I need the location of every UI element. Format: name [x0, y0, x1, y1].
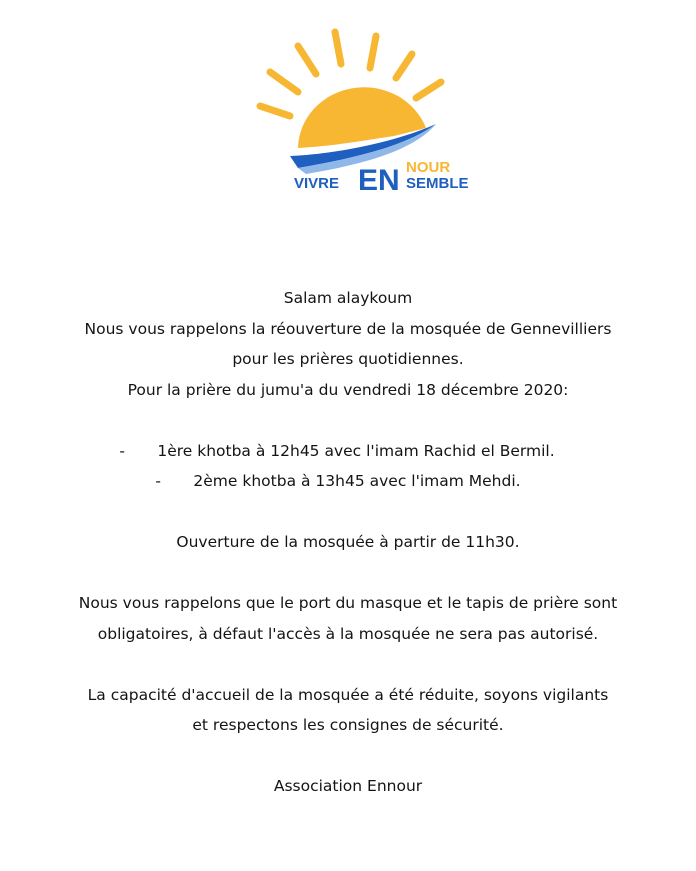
logo-word-en: EN — [358, 164, 400, 193]
mask-rule-line-1: Nous vous rappelons que le port du masque et le tapis de prière sont — [78, 594, 618, 612]
jumua-line: Pour la prière du jumu'a du vendredi 18 décembre 2020: — [127, 380, 569, 399]
list-dash: - — [155, 472, 161, 490]
list-dash: - — [119, 441, 125, 460]
spacer — [0, 558, 696, 589]
spacer — [0, 649, 696, 680]
greeting: Salam alaykoum — [283, 289, 413, 307]
khotba-list — [0, 436, 696, 497]
ennour-logo — [246, 28, 476, 193]
logo-word-nour: NOUR — [406, 159, 451, 176]
signature: Association Ennour — [273, 777, 423, 795]
spacer — [0, 741, 696, 772]
khotba-1-text: 1ère khotba à 12h45 avec l'imam Rachid el Bermil. — [157, 441, 555, 460]
list-item — [0, 436, 685, 467]
khotba-2-text: 2ème khotba à 13h45 avec l'imam Mehdi. — [193, 472, 521, 490]
capacity-line-1: La capacité d'accueil de la mosquée a été réduite, soyons vigilants — [87, 685, 609, 704]
mask-rule-line-2: obligatoires, à défaut l'accès à la mosquée ne sera pas autorisé. — [97, 624, 599, 643]
announcement-body — [0, 283, 696, 802]
reopening-line-2: pour les prières quotidiennes. — [232, 350, 464, 368]
opening-time: Ouverture de la mosquée à partir de 11h30. — [176, 533, 520, 551]
spacer — [0, 497, 696, 528]
logo-word-semble: SEMBLE — [406, 175, 469, 192]
list-item — [0, 466, 686, 497]
reopening-line-1: Nous vous rappelons la réouverture de la mosquée de Gennevilliers — [84, 319, 612, 338]
capacity-line-2: et respectons les consignes de sécurité. — [192, 716, 504, 734]
spacer — [0, 405, 696, 436]
logo-word-vivre: VIVRE — [294, 175, 340, 192]
